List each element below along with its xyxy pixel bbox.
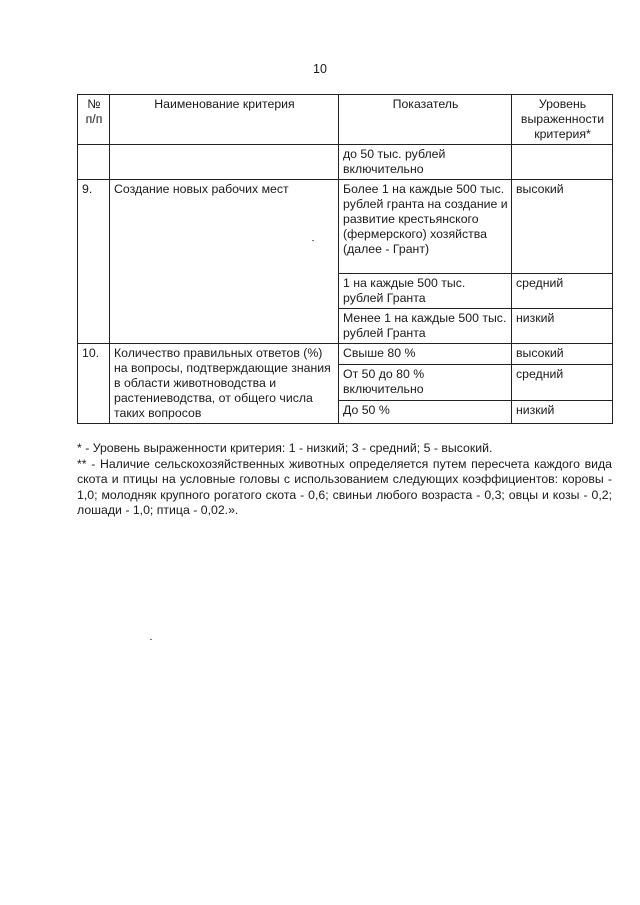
cell-level: низкий [512, 401, 613, 424]
cell-level: средний [512, 364, 613, 400]
cell-indicator: До 50 % [339, 401, 512, 424]
cell-level: высокий [512, 344, 613, 365]
scan-speck [150, 639, 152, 640]
table-row [78, 180, 613, 274]
page-number: 10 [313, 62, 327, 76]
table-header-row [78, 95, 613, 145]
cell-level: средний [512, 274, 613, 309]
cell-criterion-name: Создание новых рабочих мест [110, 180, 339, 344]
cell-indicator: Менее 1 на каждые 500 тыс. рублей Гранта [339, 309, 512, 344]
footnotes [77, 441, 612, 519]
cell-level: низкий [512, 309, 613, 344]
cell-indicator: Свыше 80 % [339, 344, 512, 365]
cell-indicator: 1 на каждые 500 тыс. рублей Гранта [339, 274, 512, 309]
cell-num: 10. [78, 344, 110, 424]
header-num: № п/п [78, 95, 110, 145]
cell-criterion-name [110, 145, 339, 180]
table-row [78, 344, 613, 365]
scan-speck [312, 240, 314, 241]
header-level: Уровень выраженности критерия* [512, 95, 613, 145]
header-indicator: Показатель [339, 95, 512, 145]
table-row [78, 145, 613, 180]
cell-indicator: От 50 до 80 % включительно [339, 364, 512, 400]
cell-indicator: Более 1 на каждые 500 тыс. рублей гранта на создание и развитие крестьянского (фермерского) хозяйства (далее - Грант) [339, 180, 512, 274]
cell-criterion-name: Количество правильных ответов (%) на вопросы, подтверждающие знания в области животноводства и растениеводства, от общего числа таких вопросов [110, 344, 339, 424]
criteria-table [77, 94, 613, 424]
footnote-level-scale: * - Уровень выраженности критерия: 1 - низкий; 3 - средний; 5 - высокий. [77, 441, 493, 455]
footnote-livestock-coefficients: ** - Наличие сельскохозяйственных животных определяется путем пересчета каждого вида скота и птицы на условные головы с использованием следующих коэффициентов: коровы - 1,0; молодняк крупного рогатого скота - 0,6; свиньи любого возраста - 0,3; овцы и козы - 0,2; лошади - 1,0; птица - 0,02.». [77, 456, 612, 517]
cell-indicator: до 50 тыс. рублей включительно [339, 145, 512, 180]
cell-level: высокий [512, 180, 613, 274]
cell-num [78, 145, 110, 180]
cell-num: 9. [78, 180, 110, 344]
cell-level [512, 145, 613, 180]
header-criterion-name: Наименование критерия [110, 95, 339, 145]
